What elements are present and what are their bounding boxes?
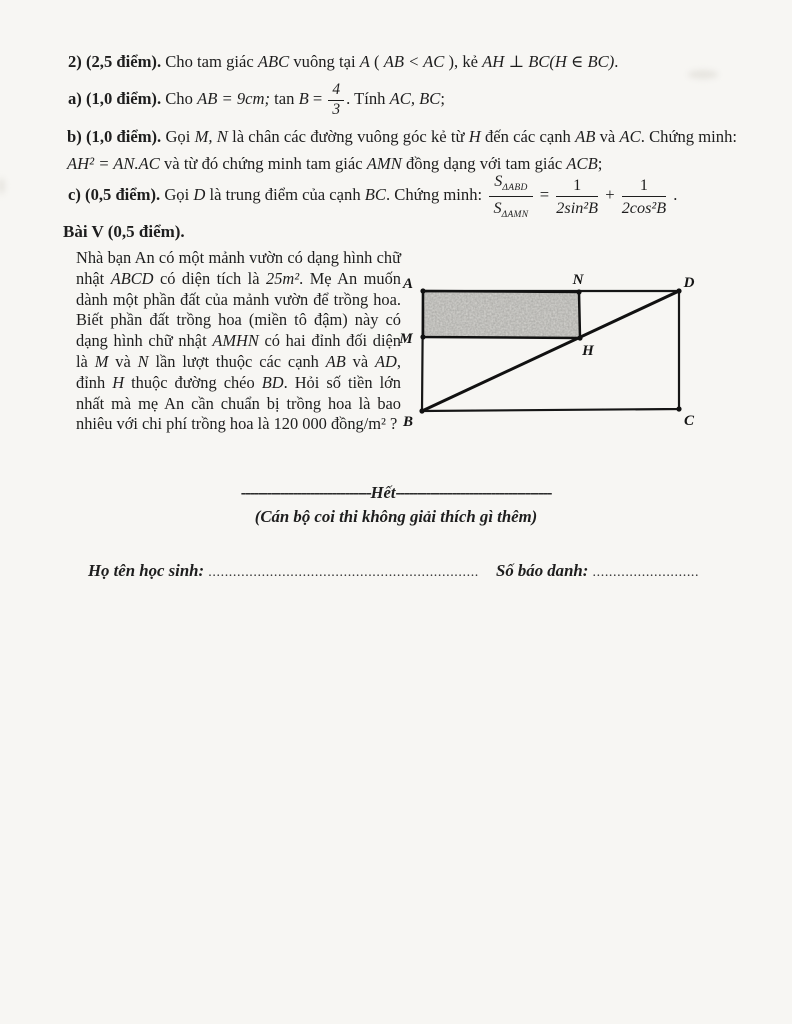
math-run: S (493, 198, 502, 217)
part-c-statement (68, 168, 677, 222)
text-run: Nhà bạn An có một mảnh vườn có dạng hình chữ nhật (76, 248, 401, 288)
math-run: D (193, 185, 206, 204)
math-run: M (94, 351, 109, 371)
text-run: Gọi (161, 127, 195, 146)
math-run: AB < AC (383, 52, 445, 71)
vertex-label-b: B (402, 414, 414, 430)
fraction-denominator: 3 (332, 100, 341, 118)
math-run: AMHN (212, 331, 259, 351)
scan-smudge (0, 178, 5, 194)
plus-sign: + (605, 185, 615, 204)
text-run: Cho (161, 89, 198, 109)
divider-dashes-left: ------------------------------ (240, 483, 371, 502)
text-run: = (308, 89, 327, 109)
text-run: và (108, 351, 138, 371)
vertex-label-d: D (683, 275, 695, 291)
problem-2-statement (68, 52, 748, 72)
math-run: ABC (257, 52, 290, 71)
text-run: có hai đỉnh đối diện là (76, 331, 401, 371)
fraction-area-ratio (489, 172, 532, 221)
math-run: M, N (194, 127, 228, 146)
vertex-dot-h (577, 335, 582, 340)
vertex-dot-m (420, 334, 425, 339)
text-run: . Chứng minh: (640, 127, 737, 146)
vertex-label-c: C (683, 413, 695, 429)
part-a-label: a) (1,0 điểm). (68, 89, 162, 109)
vertex-label-a: A (402, 276, 414, 292)
math-run: N (137, 351, 149, 371)
divider-dashes-right: ------------------------------------ (395, 483, 552, 502)
subscript: ΔABD (502, 183, 528, 194)
equals-sign: = (539, 185, 550, 204)
math-run: S (494, 171, 503, 190)
text-run: và từ đó chứng minh tam giác (159, 154, 367, 173)
math-run: A (359, 52, 370, 71)
fraction-cos (622, 176, 666, 217)
fraction-numerator: 1 (622, 176, 666, 197)
student-name-line (88, 561, 479, 581)
vertex-label-h: H (582, 343, 594, 359)
shaded-region-texture (423, 291, 580, 338)
text-run: . Chứng minh: (386, 185, 487, 204)
text-run: có diện tích là (153, 268, 266, 288)
math-run: AB (325, 351, 346, 371)
math-run: AC (619, 127, 641, 146)
math-run: AMN (366, 154, 402, 173)
fraction-4-3 (328, 82, 344, 118)
text-run: vuông tại (289, 52, 360, 71)
fraction-denominator (489, 197, 532, 221)
figure-svg (390, 270, 750, 435)
math-run: BC (364, 185, 386, 204)
problem-2-label: 2) (2,5 điểm). (68, 52, 162, 71)
subscript: ΔAMN (501, 209, 529, 220)
math-run: AB = 9cm; (197, 89, 271, 109)
math-run: B (298, 89, 309, 109)
math-run: BD (261, 372, 284, 392)
text-run: đến các cạnh (480, 127, 576, 146)
vertex-dot-c (676, 406, 681, 411)
text-run: tan (270, 89, 299, 109)
fraction-numerator: 1 (556, 176, 598, 197)
math-run: AD (375, 351, 397, 371)
text-run: đồng dạng với tam giác (401, 154, 567, 173)
proctor-note: (Cán bộ coi thi không giải thích gì thêm) (254, 507, 538, 526)
text-run: và (595, 127, 620, 146)
math-run: AB (575, 127, 596, 146)
text-run: ( (369, 52, 384, 71)
text-run: . (673, 185, 678, 204)
part-b-label: b) (1,0 điểm). (67, 127, 162, 146)
text-run: . (614, 52, 619, 71)
text-run: Cho tam giác (161, 52, 258, 71)
math-run: AH² = AN.AC (67, 154, 160, 173)
end-label: Hết (370, 483, 396, 502)
text-run: . Hỏi số tiền lớn nhất mà mẹ An cần chuẩn bị trồng hoa là bao nhiêu với chi phí trồng hoa là (76, 372, 401, 434)
text-run: 120 000 đồng/m² ? (273, 414, 398, 434)
text-run: thuộc đường chéo (124, 372, 262, 392)
end-divider (0, 483, 792, 503)
candidate-number-label: Số báo danh: (496, 561, 593, 580)
text-run: là chân các đường vuông góc kẻ từ (227, 127, 469, 146)
section-5-title: Bài V (0,5 điểm). (63, 222, 185, 241)
fraction-numerator: 4 (328, 82, 344, 101)
vertex-dot-d (676, 288, 681, 293)
candidate-number-dotted-blank: .......................... (592, 565, 700, 580)
text-run: , đỉnh (76, 351, 401, 392)
text-run: ), kẻ (444, 52, 483, 71)
student-name-dotted-blank: .................................................................. (208, 565, 479, 580)
fraction-denominator: 2sin²B (556, 198, 599, 217)
fraction-sin (556, 176, 598, 217)
vertex-dot-n (576, 289, 581, 294)
math-run: H (468, 127, 481, 146)
text-run: ; (440, 89, 445, 109)
math-run: AC, BC (389, 89, 441, 109)
vertex-label-m: M (399, 331, 413, 347)
text-run: Gọi (160, 185, 194, 204)
part-c-label: c) (0,5 điểm). (68, 185, 161, 204)
problem-5-paragraph (76, 248, 401, 435)
math-run: AH ⊥ BC(H ∈ BC) (482, 52, 615, 71)
text-run: . Tính (346, 89, 390, 109)
vertex-dot-b (419, 408, 424, 413)
text-run: và (345, 351, 376, 371)
text-run: lần lượt thuộc các cạnh (148, 351, 326, 371)
text-run: ; (597, 154, 603, 173)
math-run: ABCD (110, 268, 154, 288)
text-run: . Mẹ An muốn dành một phần đất của mảnh vườn để trồng hoa. Biết phần đất trồng hoa (miền tô đậm) này có dạng hình chữ nhật (76, 268, 401, 351)
fraction-numerator (489, 172, 532, 197)
vertex-label-n: N (572, 272, 584, 288)
math-run: 25m² (266, 268, 300, 288)
student-name-label: Họ tên học sinh: (88, 561, 209, 580)
figure-rectangle-abcd (390, 270, 750, 440)
vertex-dot-a (420, 288, 425, 293)
fraction-denominator: 2cos²B (621, 198, 667, 217)
candidate-number-line (496, 561, 699, 581)
part-a-statement (68, 82, 748, 118)
text-run: là trung điểm của cạnh (205, 185, 365, 204)
math-run: H (112, 372, 125, 392)
math-run: ACB (566, 154, 598, 173)
